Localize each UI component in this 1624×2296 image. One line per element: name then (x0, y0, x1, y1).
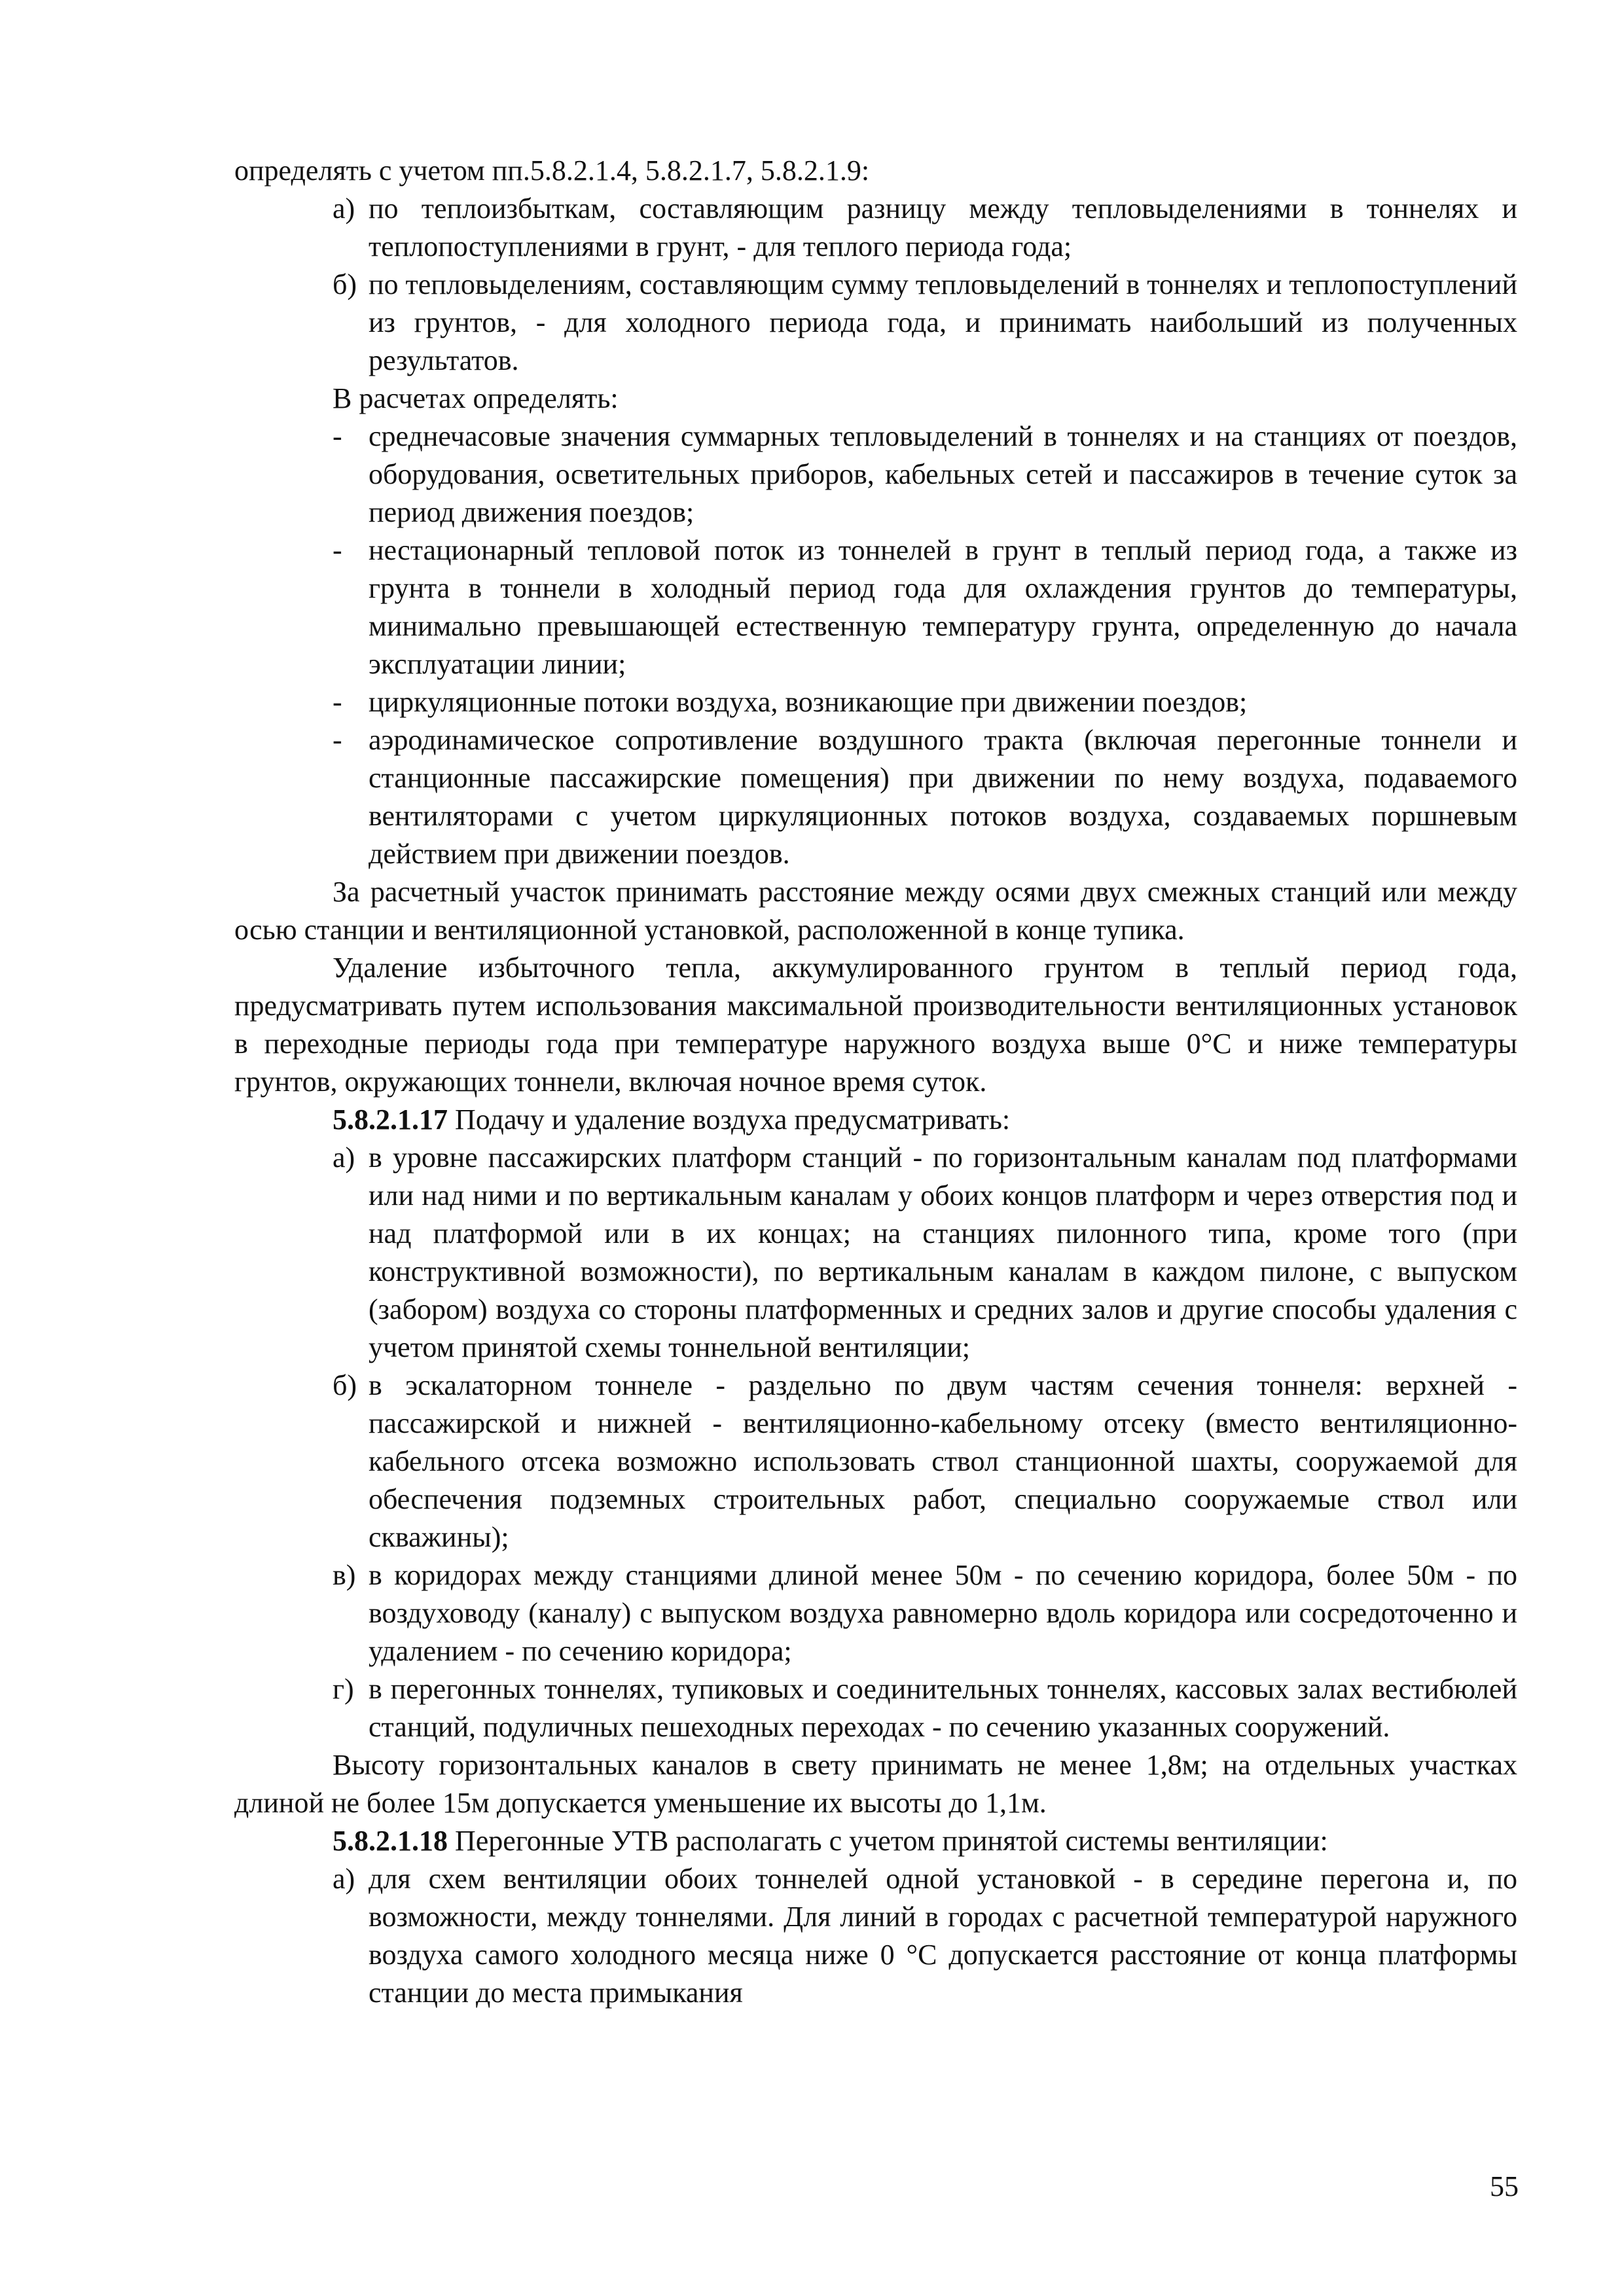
clause-17-list (234, 1139, 1517, 1746)
list-item (234, 1670, 1517, 1746)
list-marker: а) (333, 1863, 355, 1895)
list-item-text: в эскалаторном тоннеле - раздельно по двум частям сечения тоннеля: верхней - пассажирской и нижней - вентиляционно-кабельному отсеку (вместо вентиляционно-кабельного отсека возможно использовать ствол станционной шахты, сооружаемой для обеспечения подземных строительных работ, специально сооружаемые ствол или скважины); (369, 1369, 1517, 1553)
intro-line: определять с учетом пп.5.8.2.1.4, 5.8.2.1.7, 5.8.2.1.9: (234, 154, 870, 187)
clause-text: Перегонные УТВ располагать с учетом принятой системы вентиляции: (448, 1825, 1328, 1857)
list-item-text: в коридорах между станциями длиной менее 50м - по сечению коридора, более 50м - по воздуховоду (каналу) с выпуском воздуха равномерно вдоль коридора или сосредоточенно и удалением - по сечению коридора; (369, 1559, 1517, 1667)
list-item (234, 418, 1517, 531)
list-marker: г) (333, 1673, 354, 1705)
clause-18 (234, 1822, 1517, 1860)
clause-number: 5.8.2.1.18 (333, 1825, 448, 1857)
list-item-text: аэродинамическое сопротивление воздушного тракта (включая перегонные тоннели и станционные пассажирские помещения) при движении по нему воздуха, подаваемого вентиляторами с учетом циркуляционных потоков воздуха, создаваемых поршневым действием при движении поездов. (369, 724, 1517, 870)
page-body (234, 152, 1517, 2012)
list-item-text: в перегонных тоннелях, тупиковых и соединительных тоннелях, кассовых залах вестибюлей станций, подуличных пешеходных переходах - по сечению указанных сооружений. (369, 1673, 1517, 1743)
list-item-text: нестационарный тепловой поток из тоннелей в грунт в теплый период года, а также из грунта в тоннели в холодный период года для охлаждения грунтов до температуры, минимально превышающей естественную температуру грунта, определенную до начала эксплуатации линии; (369, 534, 1517, 680)
clause-text: Подачу и удаление воздуха предусматривать: (448, 1103, 1011, 1136)
list-marker: б) (333, 1369, 357, 1401)
clause-17 (234, 1101, 1517, 1139)
list-marker: - (333, 686, 342, 718)
calc-items-list (234, 418, 1517, 873)
list-item (234, 1556, 1517, 1670)
list-item-text: по теплоизбыткам, составляющим разницу между тепловыделениями в тоннелях и теплопоступлениями в грунт, - для теплого периода года; (369, 192, 1517, 262)
clause-18-list (234, 1860, 1517, 2012)
list-item-text: для схем вентиляции обоих тоннелей одной установкой - в середине перегона и, по возможности, между тоннелями. Для линий в городах с расчетной температурой наружного воздуха самого холодного месяца ниже 0 °С допускается расстояние от конца платформы станции до места примыкания (369, 1863, 1517, 2009)
clause-number: 5.8.2.1.17 (333, 1103, 448, 1136)
page-number: 55 (1490, 2170, 1519, 2202)
list-marker: в) (333, 1559, 356, 1591)
list-item (234, 1367, 1517, 1556)
list-marker: а) (333, 1141, 355, 1174)
list-marker: а) (333, 192, 355, 224)
list-item-text: в уровне пассажирских платформ станций - по горизонтальным каналам под платформами или над ними и по вертикальным каналам у обоих концов платформ и через отверстия под и над платформой или в их концах; на станциях пилонного типа, кроме того (при конструктивной возможности), по вертикальным каналам в каждом пилоне, с выпуском (забором) воздуха со стороны платформенных и средних залов и другие способы удаления с учетом принятой схемы тоннельной вентиляции; (369, 1141, 1517, 1363)
paragraph-segment: За расчетный участок принимать расстояние между осями двух смежных станций или между осью станции и вентиляционной установкой, расположенной в конце тупика. (234, 876, 1517, 946)
list-item (234, 266, 1517, 380)
paragraph-channel-height: Высоту горизонтальных каналов в свету принимать не менее 1,8м; на отдельных участках длиной не более 15м допускается уменьшение их высоты до 1,1м. (234, 1749, 1517, 1819)
heat-criteria-list (234, 190, 1517, 380)
list-item (234, 531, 1517, 683)
calc-heading: В расчетах определять: (333, 382, 619, 414)
list-item (234, 1139, 1517, 1367)
list-marker: - (333, 420, 342, 452)
paragraph-heat-removal: Удаление избыточного тепла, аккумулированного грунтом в теплый период года, предусматривать путем использования максимальной производительности вентиляционных установок в переходные периоды года при температуре наружного воздуха выше 0°С и ниже температуры грунтов, окружающих тоннели, включая ночное время суток. (234, 952, 1517, 1098)
list-item (234, 721, 1517, 873)
list-item-text: среднечасовые значения суммарных тепловыделений в тоннелях и на станциях от поездов, оборудования, осветительных приборов, кабельных сетей и пассажиров в течение суток за период движения поездов; (369, 420, 1517, 528)
list-marker: - (333, 534, 342, 566)
list-item (234, 1860, 1517, 2012)
list-marker: - (333, 724, 342, 756)
list-item-text: циркуляционные потоки воздуха, возникающие при движении поездов; (369, 686, 1248, 718)
list-item-text: по тепловыделениям, составляющим сумму тепловыделений в тоннелях и теплопоступлений из грунтов, - для холодного периода года, и принимать наибольший из полученных результатов. (369, 268, 1517, 376)
list-item (234, 683, 1517, 721)
list-marker: б) (333, 268, 357, 300)
list-item (234, 190, 1517, 266)
